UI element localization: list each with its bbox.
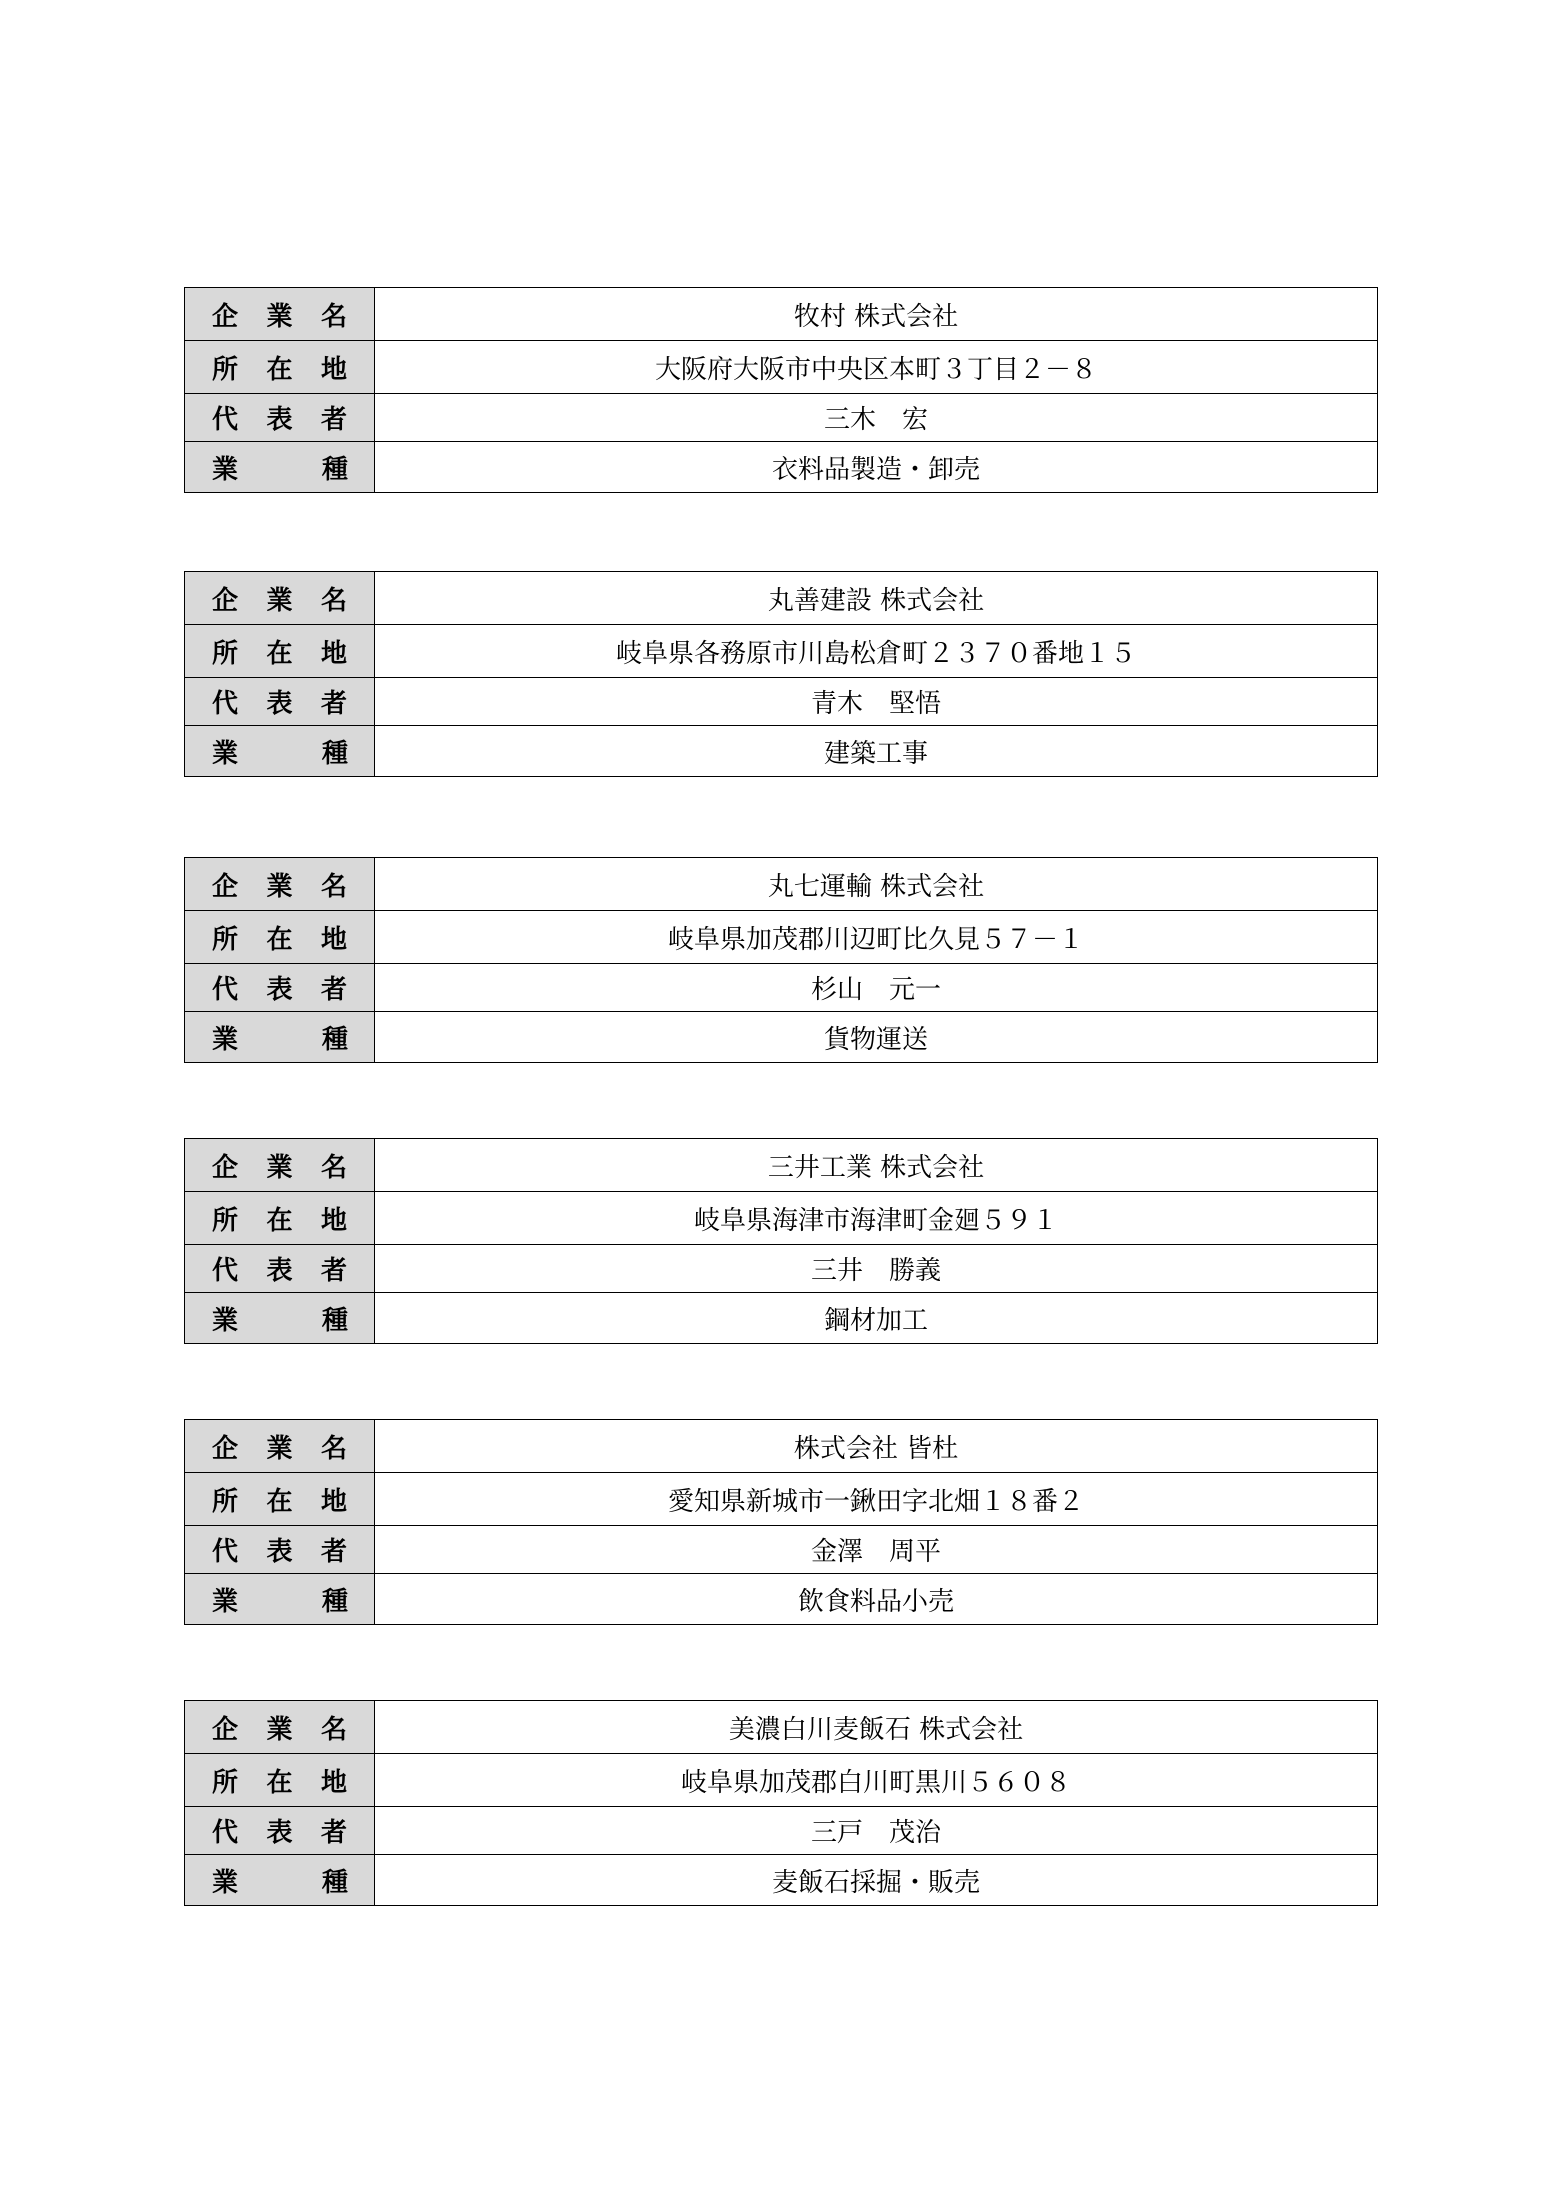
industry-value: 飲食料品小売 xyxy=(375,1574,1378,1625)
company-name-row xyxy=(185,858,1378,911)
industry-value: 鋼材加工 xyxy=(375,1293,1378,1344)
industry-value: 麦飯石採掘・販売 xyxy=(375,1855,1378,1906)
industry-row xyxy=(185,1574,1378,1625)
industry-value: 貨物運送 xyxy=(375,1012,1378,1063)
representative-value: 金澤 周平 xyxy=(375,1526,1378,1574)
representative-label: 代 表 者 xyxy=(185,394,375,442)
address-label: 所 在 地 xyxy=(185,1192,375,1245)
address-row xyxy=(185,1192,1378,1245)
industry-value: 建築工事 xyxy=(375,726,1378,777)
address-value: 岐阜県海津市海津町金廻５９１ xyxy=(375,1192,1378,1245)
company-table xyxy=(184,1700,1378,1906)
company-table xyxy=(184,287,1378,493)
industry-row xyxy=(185,1293,1378,1344)
address-value: 大阪府大阪市中央区本町３丁目２－８ xyxy=(375,341,1378,394)
representative-value: 青木 堅悟 xyxy=(375,678,1378,726)
company-name-label: 企 業 名 xyxy=(185,1420,375,1473)
address-label: 所 在 地 xyxy=(185,341,375,394)
representative-row xyxy=(185,678,1378,726)
company-table xyxy=(184,1138,1378,1344)
address-label: 所 在 地 xyxy=(185,911,375,964)
industry-label: 業 種 xyxy=(185,1012,375,1063)
company-name-label: 企 業 名 xyxy=(185,288,375,341)
company-name-value: 丸七運輸 株式会社 xyxy=(375,858,1378,911)
company-name-label: 企 業 名 xyxy=(185,1139,375,1192)
industry-label: 業 種 xyxy=(185,1293,375,1344)
company-name-label: 企 業 名 xyxy=(185,1701,375,1754)
company-name-label: 企 業 名 xyxy=(185,572,375,625)
company-name-row xyxy=(185,1139,1378,1192)
address-row xyxy=(185,1754,1378,1807)
address-label: 所 在 地 xyxy=(185,1754,375,1807)
industry-label: 業 種 xyxy=(185,1574,375,1625)
company-name-value: 美濃白川麦飯石 株式会社 xyxy=(375,1701,1378,1754)
representative-label: 代 表 者 xyxy=(185,678,375,726)
representative-value: 杉山 元一 xyxy=(375,964,1378,1012)
industry-row xyxy=(185,726,1378,777)
address-value: 岐阜県加茂郡白川町黒川５６０８ xyxy=(375,1754,1378,1807)
address-row xyxy=(185,1473,1378,1526)
representative-value: 三木 宏 xyxy=(375,394,1378,442)
company-name-value: 三井工業 株式会社 xyxy=(375,1139,1378,1192)
address-value: 愛知県新城市一鍬田字北畑１８番２ xyxy=(375,1473,1378,1526)
representative-row xyxy=(185,964,1378,1012)
representative-label: 代 表 者 xyxy=(185,1245,375,1293)
address-row xyxy=(185,911,1378,964)
address-value: 岐阜県各務原市川島松倉町２３７０番地１５ xyxy=(375,625,1378,678)
company-name-value: 丸善建設 株式会社 xyxy=(375,572,1378,625)
industry-value: 衣料品製造・卸売 xyxy=(375,442,1378,493)
representative-label: 代 表 者 xyxy=(185,1807,375,1855)
company-name-row xyxy=(185,1420,1378,1473)
company-name-row xyxy=(185,288,1378,341)
address-label: 所 在 地 xyxy=(185,625,375,678)
industry-row xyxy=(185,1012,1378,1063)
representative-row xyxy=(185,394,1378,442)
address-row xyxy=(185,341,1378,394)
industry-row xyxy=(185,1855,1378,1906)
industry-label: 業 種 xyxy=(185,442,375,493)
company-table xyxy=(184,1419,1378,1625)
representative-label: 代 表 者 xyxy=(185,1526,375,1574)
representative-row xyxy=(185,1245,1378,1293)
company-name-value: 株式会社 皆杜 xyxy=(375,1420,1378,1473)
industry-label: 業 種 xyxy=(185,1855,375,1906)
industry-label: 業 種 xyxy=(185,726,375,777)
company-name-label: 企 業 名 xyxy=(185,858,375,911)
company-name-row xyxy=(185,1701,1378,1754)
representative-row xyxy=(185,1526,1378,1574)
company-table xyxy=(184,857,1378,1063)
company-table xyxy=(184,571,1378,777)
industry-row xyxy=(185,442,1378,493)
address-row xyxy=(185,625,1378,678)
company-name-row xyxy=(185,572,1378,625)
representative-value: 三戸 茂治 xyxy=(375,1807,1378,1855)
representative-value: 三井 勝義 xyxy=(375,1245,1378,1293)
address-value: 岐阜県加茂郡川辺町比久見５７－１ xyxy=(375,911,1378,964)
representative-label: 代 表 者 xyxy=(185,964,375,1012)
company-name-value: 牧村 株式会社 xyxy=(375,288,1378,341)
address-label: 所 在 地 xyxy=(185,1473,375,1526)
representative-row xyxy=(185,1807,1378,1855)
